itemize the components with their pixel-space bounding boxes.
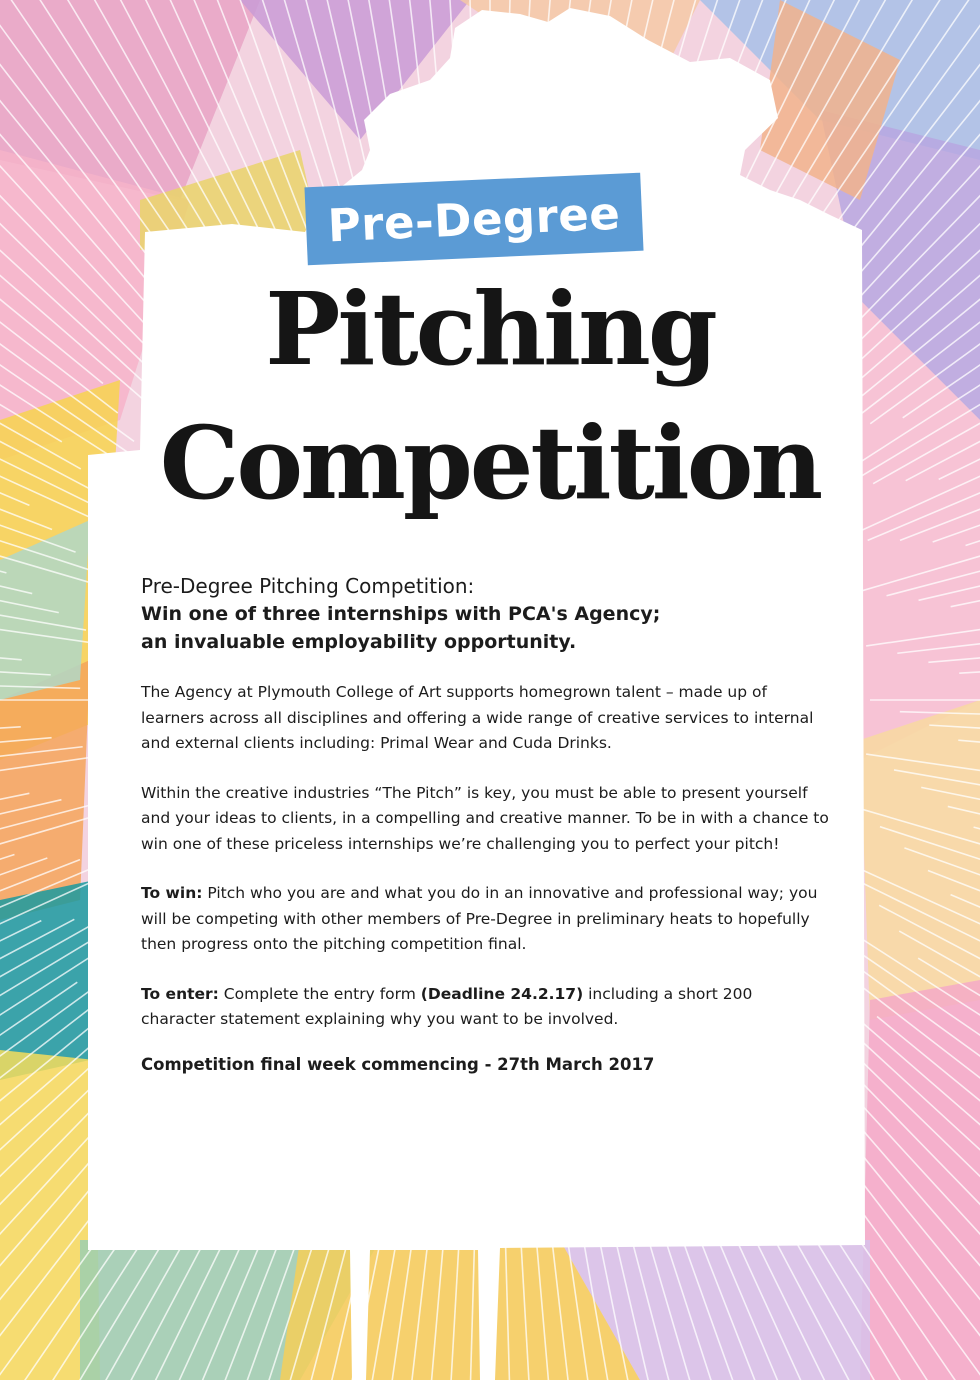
deadline: (Deadline 24.2.17): [420, 984, 584, 1003]
intro-headline-2: an invaluable employability opportunity.: [141, 631, 577, 653]
to-enter-text-2: including a short 200 character statement explaining why you want to be involved.: [141, 984, 753, 1028]
paragraph-pitch: Within the creative industries “The Pitch” is key, you must be able to present yourself and your ideas to clients, in a compelling and creative manner. To be in with a chance to win one of these priceless internships we’re challenging you to perfect your pitch!: [141, 783, 829, 853]
to-enter-label: To enter:: [141, 984, 219, 1003]
to-enter-text-1: Complete the entry form: [218, 984, 421, 1003]
paragraph-to-win: [141, 881, 831, 958]
pre-degree-tag: [304, 173, 643, 266]
title-line-2: Competition: [159, 404, 821, 522]
intro-headline-1: Win one of three internships with PCA's Agency;: [141, 603, 661, 625]
title-line-1: Pitching: [265, 270, 715, 388]
to-win-text: Pitch who you are and what you do in an innovative and professional way; you will be competing with other members of Pre-Degree in preliminary heats to hopefully then progress onto the pitching competition final.: [141, 884, 818, 953]
paragraph-agency: The Agency at Plymouth College of Art supports homegrown talent – made up of learners across all disciplines and offering a wide range of creative services to internal and external clients including: Primal Wear and Cuda Drinks.: [141, 683, 814, 752]
tag-label: Pre-Degree: [326, 186, 622, 252]
intro-label: Pre-Degree Pitching Competition:: [141, 574, 475, 598]
to-win-label: To win:: [141, 884, 203, 902]
final-date: Competition final week commencing - 27th March 2017: [141, 1054, 655, 1074]
paragraph-to-enter: [141, 982, 831, 1033]
poster-body: [141, 572, 831, 1074]
